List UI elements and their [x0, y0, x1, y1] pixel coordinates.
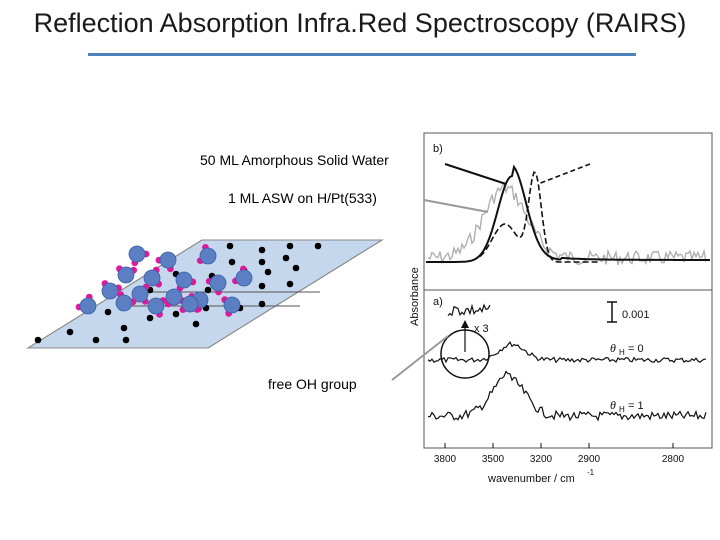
surface-atom-icon [123, 337, 130, 344]
oxygen-atom [118, 267, 134, 283]
surface-atom-icon [193, 321, 200, 328]
water-molecule-icon [76, 294, 96, 314]
oxygen-atom [148, 298, 164, 314]
theta-symbol-0: θ [610, 341, 616, 355]
oxygen-atom [129, 246, 145, 262]
water-molecule-icon [129, 246, 149, 266]
theta-value-1: = 1 [628, 400, 644, 412]
oxygen-atom [80, 298, 96, 314]
x-axis-label-exponent: -1 [587, 468, 595, 477]
x-axis-label: wavenumber / cm [488, 473, 575, 485]
magnification-label: x 3 [474, 323, 489, 335]
oxygen-atom [210, 275, 226, 291]
x-tick-label: 3500 [481, 454, 505, 465]
label-50ml-asw: 50 ML Amorphous Solid Water [200, 152, 389, 168]
x-tick-label: 3800 [433, 454, 457, 465]
surface-atom-icon [287, 243, 294, 250]
oxygen-atom [224, 297, 240, 313]
panel-b-label: b) [433, 143, 443, 155]
slide-title: Reflection Absorption Infra.Red Spectroscopy (RAIRS) [33, 8, 687, 38]
label-free-oh: free OH group [268, 376, 357, 392]
oxygen-atom [176, 272, 192, 288]
oxygen-atom [236, 270, 252, 286]
oxygen-atom [200, 248, 216, 264]
oxygen-atom [160, 252, 176, 268]
surface-atom-icon [35, 337, 42, 344]
surface-atom-icon [315, 243, 322, 250]
oxygen-atom [102, 283, 118, 299]
surface-atom-icon [283, 255, 290, 262]
surface-atom-icon [265, 269, 272, 276]
theta-symbol-1: θ [610, 398, 616, 412]
surface-atom-icon [173, 311, 180, 318]
surface-atom-icon [93, 337, 100, 344]
x-tick-label: 2800 [661, 454, 685, 465]
theta-sub-1: H [619, 405, 625, 414]
surface-atom-icon [259, 259, 266, 266]
panel-a-label: a) [433, 296, 443, 308]
surface-atom-icon [121, 325, 128, 332]
y-axis-label: Absorbance [409, 267, 421, 326]
surface-atom-icon [67, 329, 74, 336]
oxygen-atom [144, 270, 160, 286]
surface-atom-icon [227, 243, 234, 250]
theta-value-0: = 0 [628, 343, 644, 355]
water-molecule-icon [116, 265, 137, 283]
surface-atom-icon [259, 283, 266, 290]
surface-atom-icon [147, 315, 154, 322]
scale-bar-value: 0.001 [622, 309, 650, 321]
label-1ml-asw: 1 ML ASW on H/Pt(533) [228, 190, 377, 206]
surface-atom-icon [259, 247, 266, 254]
surface-atom-icon [259, 301, 266, 308]
surface-atom-icon [293, 265, 300, 272]
x-tick-label: 2900 [577, 454, 601, 465]
surface-atom-icon [105, 309, 112, 316]
surface-atom-icon [205, 287, 212, 294]
theta-sub-0: H [619, 348, 625, 357]
surface-atom-icon [287, 281, 294, 288]
oxygen-atom [116, 295, 132, 311]
oxygen-atom [166, 289, 182, 305]
x-tick-label: 3200 [529, 454, 553, 465]
surface-atom-icon [229, 259, 236, 266]
oxygen-atom [182, 296, 198, 312]
